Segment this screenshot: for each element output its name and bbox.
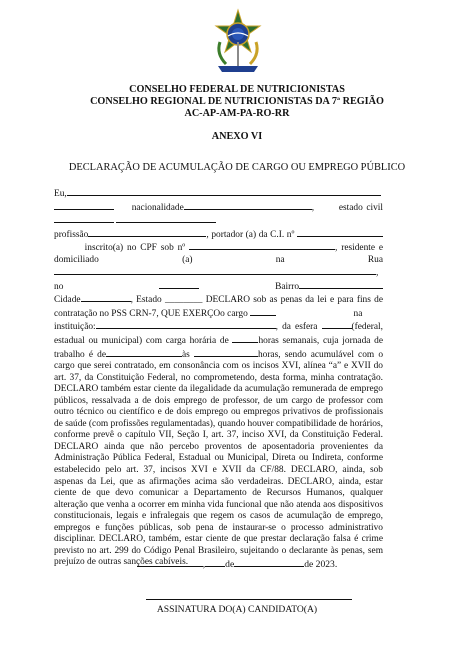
da-esfera-label: , da esfera — [275, 322, 318, 333]
name-field[interactable] — [67, 187, 381, 196]
field-blank[interactable] — [116, 214, 216, 223]
declaration-body: Eu, nacionalidade , estado civil profissão , portador (a) da C.I. nº inscrito(a) no CPF sob nº , residente e domiciliado (a) na Rua , no Bairro Cidade , Estado ________ DECLARO sob as penas da lei e para fins de contratação no PSS CRN-7, QUE EXERÇOo cargo na instituição: , da esfera (federal, estadual ou municipal) com carga horária de horas semanais, cuja jornada de trabalho é de às horas, sendo acumulável com o cargo que serei contratado, em consonância com os incisos XVI, alínea “a” e XVII do art. 37, da Constituição Federal, no comprometendo, desta forma, minha contratação. DECLARO também estar ciente da ilegalidade da acumulação remunerada de emprego públicos, ressalvada a de dois emprego de professor, de um cargo de professor com outro técnico ou científico e de dois emprego ou empregos privativos de profissionais de saúde (com profissões regulamentadas), quando houver compatibilidade de horários, conforme prevê o capítulo VII, Seção I, art. 37, inciso XVI, da Constituição Federal. DECLARO ainda que não percebo proventos de aposentadoria provenientes da Administração Pública Federal, Estadual ou Municipal, Direta ou Indireta, conforme estabelecido pelo art. 37, incisos XVI e XVII da CF/88. DECLARO, ainda, sob aspenas da Lei, que as afirmações acima são verdadeiras. DECLARO, ainda, estar ciente de que devo comunicar a Departamento de Recursos Humanos, qualquer alteração que venha a ocorrer em minha vida funcional que não atenda aos dispositivos constitucionais, legais e infralegais que regem os casos de acumulação de emprego, empregos e funções públicas, sob pena de instaurar-se o processo administrativo disciplinar. DECLARO, também, estar ciente de que prestar declaração falsa é crime previsto no art. 299 do Código Penal Brasileiro, sujeitando o declarante às penas, sem prejuízo de outras sanções cabíveis. — [54, 189, 384, 568]
as-label: às — [181, 349, 190, 360]
end-time-field[interactable] — [194, 348, 258, 357]
signature-line[interactable] — [146, 599, 352, 600]
residente-label: , residente e domiciliado (a) na Rua — [54, 243, 384, 265]
institution-field[interactable] — [96, 320, 276, 329]
position-field[interactable] — [250, 307, 276, 316]
header-line-2: CONSELHO REGIONAL DE NUTRICIONISTAS DA 7ª REGIÃO — [90, 96, 384, 107]
number-field[interactable] — [159, 280, 199, 289]
date-day-field[interactable] — [205, 558, 225, 567]
street-field[interactable] — [54, 266, 376, 275]
sphere-field[interactable] — [322, 320, 352, 329]
cidade-label: Cidade — [54, 295, 81, 306]
date-sep-1: , — [202, 559, 206, 570]
field-blank[interactable] — [54, 201, 114, 210]
weekly-hours-field[interactable] — [232, 334, 258, 343]
cpf-field[interactable] — [189, 241, 335, 250]
nacionalidade-label: nacionalidade — [131, 202, 184, 213]
header-line-1: CONSELHO FEDERAL DE NUTRICIONISTAS — [129, 84, 345, 95]
na-label: na — [353, 308, 363, 319]
inscrito-label: inscrito(a) no CPF sob nº — [84, 243, 186, 254]
city-field[interactable] — [81, 293, 131, 302]
signature-label: ASSINATURA DO(A) CANDIDATO(A) — [156, 604, 318, 615]
eu-label: Eu, — [54, 189, 67, 199]
date-city-field[interactable] — [137, 558, 203, 567]
date-sep-2: de — [225, 559, 235, 570]
document-title: DECLARAÇÃO DE ACUMULAÇÃO DE CARGO OU EMPREGO PÚBLICO — [68, 162, 406, 173]
brazil-coat-of-arms-icon — [212, 8, 264, 76]
annex-label: ANEXO VI — [211, 131, 263, 142]
profession-field[interactable] — [88, 228, 206, 237]
start-time-field[interactable] — [106, 348, 182, 357]
id-card-field[interactable] — [297, 228, 383, 237]
no-label: no — [54, 281, 64, 292]
estado-civil-label: estado civil — [338, 202, 384, 213]
profissao-label: profissão — [54, 229, 89, 240]
portador-label: , portador (a) da C.I. nº — [206, 229, 295, 240]
header-line-3: AC-AP-AM-PA-RO-RR — [184, 108, 290, 119]
date-suffix: de 2023. — [304, 559, 338, 570]
declaration-text: horas, sendo acumulável com o cargo que serei contratado, em consonância com os incisos XVI, alínea “a” e XVII do art. 37, da Constituição Federal, no comprometendo, desta forma, minha contratação. DECLARO também estar ciente da ilegalidade da acumulação remunerada de emprego públicos, ressalvada a de dois emprego de professor, de um cargo de professor com outro técnico ou científico e de dois emprego ou empregos privativos de profissionais de saúde (com profissões regulamentadas), quando houver compatibilidade de horários, conforme prevê o capítulo VII, Seção I, art. 37, inciso XVI, da Constituição Federal. DECLARO ainda que não percebo proventos de aposentadoria provenientes da Administração Pública Federal, Estadual ou Municipal, Direta ou Indireta, conforme estabelecido pelo art. 37, incisos XVI e XVII da CF/88. DECLARO, ainda, sob aspenas da Lei, que as afirmações acima são verdadeiras. DECLARO, ainda, estar ciente de que devo comunicar a Departamento de Recursos Humanos, qualquer alteração que venha a ocorrer em minha vida funcional que não atenda aos dispositivos constitucionais, legais e infralegais que regem os casos de acumulação de emprego, empregos e funções públicas, sob pena de instaurar-se o processo administrativo disciplinar. DECLARO, também, estar ciente de que prestar declaração falsa é crime previsto no art. 299 do Código Penal Brasileiro, sujeitando o declarante às penas, sem prejuízo de outras sanções cabíveis. — [54, 349, 384, 568]
instituicao-label: instituição: — [54, 322, 96, 333]
nationality-field[interactable] — [184, 201, 312, 210]
horas-semanais-text: horas semanais, cuja jornada de trabalho é de — [54, 336, 383, 360]
date-month-field[interactable] — [234, 558, 304, 567]
marital-status-field[interactable] — [54, 214, 114, 223]
esfera-text: (federal, estadual ou municipal) com carga horária de — [54, 322, 384, 347]
bairro-label: Bairro — [275, 281, 300, 292]
neighborhood-field[interactable] — [299, 280, 383, 289]
date-line — [0, 558, 474, 570]
estado-declaro-text: , Estado ________ DECLARO sob as penas da lei e para fins de contratação no PSS CRN-7, QUE EXERÇOo cargo — [54, 295, 383, 319]
